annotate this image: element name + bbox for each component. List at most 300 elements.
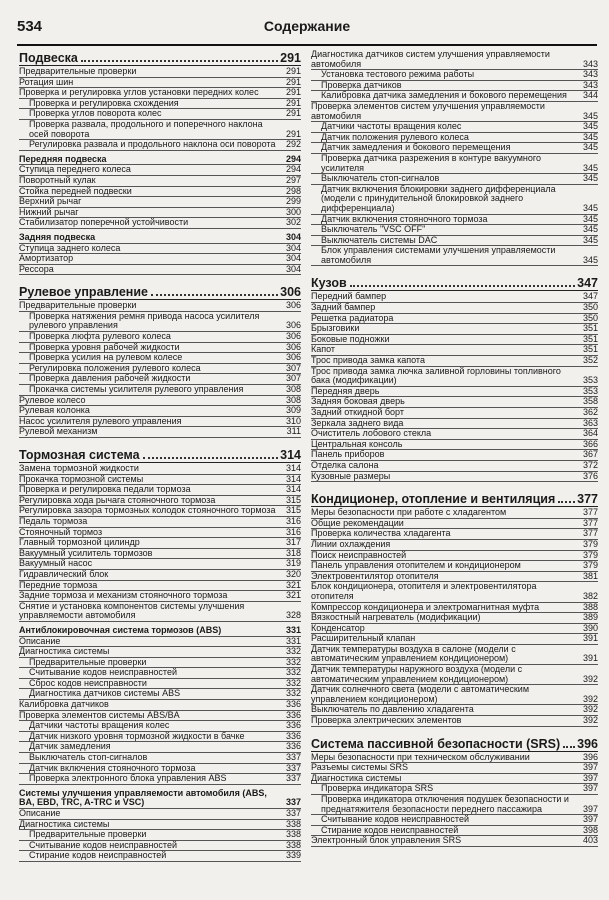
entry-page-number: 353	[582, 385, 598, 396]
entry-page-number: 332	[285, 667, 301, 678]
entry-title: Стабилизатор поперечной устойчивости	[19, 217, 189, 228]
entry-title: Датчик температуры воздуха в салоне (модели с автоматическим управлением кондиционером)	[311, 643, 516, 664]
entry-title: Стирание кодов неисправностей	[29, 850, 167, 861]
entry-title: Проверка люфта рулевого колеса	[29, 331, 171, 342]
entry-title: Предварительные проверки	[19, 300, 137, 311]
entry-page-number: 309	[285, 405, 301, 416]
entry-title: Капот	[311, 344, 336, 355]
entry-title: Боковые подножки	[311, 333, 390, 344]
entry-page-number: 306	[285, 331, 301, 342]
toc-entry[interactable]	[19, 254, 301, 265]
entry-page-number: 291	[285, 108, 301, 119]
dot-leader	[563, 746, 575, 748]
entry-title: Вязкостный нагреватель (модификации)	[311, 612, 481, 623]
entry-page-number: 317	[285, 537, 301, 548]
toc-section-heading[interactable]	[19, 50, 301, 66]
entry-title: Предварительные проверки	[19, 66, 137, 76]
entry-title: Проверка датчиков	[321, 79, 402, 90]
entry-title: Датчик солнечного света (модели с автоматическим управлением кондиционером)	[311, 684, 530, 704]
entry-page-number: 302	[285, 217, 301, 228]
dot-leader	[558, 501, 575, 503]
entry-title: Главный тормозной цилиндр	[19, 537, 140, 548]
entry-page-number: 294	[285, 153, 301, 164]
dot-leader	[350, 285, 576, 287]
section-page-number: 306	[280, 285, 301, 300]
entry-title: Регулировка положения рулевого колеса	[29, 362, 201, 373]
entry-page-number: 397	[582, 814, 598, 825]
entry-page-number: 336	[285, 741, 301, 752]
entry-page-number: 306	[285, 341, 301, 352]
toc-section	[19, 447, 301, 862]
entry-page-number: 392	[582, 704, 598, 715]
toc-section	[19, 50, 301, 275]
toc-section-heading[interactable]	[19, 447, 301, 463]
toc-entry[interactable]	[19, 602, 301, 622]
entry-page-number: 345	[582, 110, 598, 121]
entry-title: Электровентилятор отопителя	[311, 570, 439, 581]
entry-page-number: 337	[285, 752, 301, 763]
toc-entry[interactable]	[19, 312, 301, 332]
toc-entry[interactable]	[19, 851, 301, 862]
entry-title: Нижний рычаг	[19, 206, 79, 217]
entry-title: Панель управления отопителем и кондиционером	[311, 560, 521, 571]
entry-title: Ступица заднего колеса	[19, 242, 121, 253]
entry-page-number: 345	[582, 202, 598, 213]
entry-title: Считывание кодов неисправностей	[29, 667, 177, 678]
entry-page-number: 337	[285, 797, 301, 808]
entry-page-number: 364	[582, 428, 598, 439]
entry-page-number: 389	[582, 612, 598, 623]
entry-title: Задний бампер	[311, 302, 376, 313]
toc-entry[interactable]	[19, 570, 301, 581]
entry-page-number: 352	[582, 355, 598, 366]
section-title: Рулевое управление	[19, 285, 148, 300]
entry-page-number: 338	[285, 839, 301, 850]
entry-page-number: 339	[285, 850, 301, 861]
entry-title: Антиблокировочная система тормозов (ABS)	[19, 624, 222, 635]
entry-title: Выключатель "VSC OFF"	[321, 224, 426, 235]
entry-title: Датчики частоты вращения колес	[29, 720, 170, 731]
entry-page-number: 345	[582, 142, 598, 153]
entry-page-number: 291	[285, 76, 301, 87]
entry-title: Ротация шин	[19, 76, 74, 87]
entry-title: Отделка салона	[311, 459, 379, 470]
entry-title: Проверка количества хладагента	[311, 528, 451, 539]
entry-title: Линии охлаждения	[311, 538, 391, 549]
entry-page-number: 307	[285, 373, 301, 384]
toc-section	[311, 50, 598, 266]
entry-title: Верхний рычаг	[19, 196, 82, 207]
entry-page-number: 377	[582, 517, 598, 528]
toc-left-column	[19, 50, 301, 871]
entry-page-number: 291	[285, 128, 301, 139]
toc-entry[interactable]	[311, 50, 598, 70]
toc-entry[interactable]	[19, 774, 301, 785]
toc-entry[interactable]	[311, 408, 598, 419]
entry-page-number: 337	[285, 762, 301, 773]
entry-title: Проверка развала, продольного и поперечного наклона осей поворота	[29, 118, 263, 139]
dot-leader	[81, 60, 278, 62]
section-page-number: 291	[280, 51, 301, 65]
entry-page-number: 343	[582, 58, 598, 69]
entry-title: Электронный блок управления SRS	[311, 835, 462, 846]
entry-title: Прокачка тормозной системы	[19, 473, 144, 484]
toc-entry[interactable]	[19, 265, 301, 276]
entry-title: Регулировка развала и продольного наклона оси поворота	[29, 139, 276, 150]
dot-leader	[143, 457, 279, 459]
entry-title: Панель приборов	[311, 449, 385, 460]
entry-title: Датчик положения рулевого колеса	[321, 131, 469, 142]
entry-page-number: 381	[582, 570, 598, 581]
entry-title: Задняя подвеска	[19, 231, 96, 242]
entry-title: Насос усилителя рулевого управления	[19, 415, 182, 426]
entry-page-number: 318	[285, 547, 301, 558]
entry-page-number: 390	[582, 622, 598, 633]
toc-entry[interactable]	[19, 120, 301, 140]
entry-page-number: 392	[582, 715, 598, 726]
entry-title: Стойка передней подвески	[19, 185, 132, 196]
section-page-number: 347	[577, 276, 598, 291]
entry-title: Проверка индикатора SRS	[321, 783, 434, 794]
entry-title: Системы улучшения управляемости автомобиля (ABS, BA, EBD, TRC, A-TRC и VSC)	[19, 787, 267, 808]
toc-entry[interactable]	[19, 140, 301, 151]
toc-entry[interactable]	[311, 185, 598, 215]
entry-page-number: 345	[582, 162, 598, 173]
entry-title: Выключатель стоп-сигналов	[29, 752, 148, 763]
entry-page-number: 345	[582, 234, 598, 245]
entry-title: Рулевая колонка	[19, 405, 90, 416]
entry-page-number: 314	[285, 463, 301, 473]
entry-page-number: 332	[285, 677, 301, 688]
entry-page-number: 343	[582, 79, 598, 90]
entry-page-number: 345	[582, 224, 598, 235]
toc-entry[interactable]	[19, 809, 301, 820]
toc-entry[interactable]	[311, 582, 598, 602]
entry-title: Калибровка датчика замедления и бокового перемещения	[321, 90, 567, 101]
section-title: Подвеска	[19, 51, 78, 65]
entry-page-number: 308	[285, 384, 301, 395]
entry-page-number: 398	[582, 824, 598, 835]
entry-page-number: 315	[285, 494, 301, 505]
entry-page-number: 291	[285, 97, 301, 108]
entry-page-number: 396	[582, 751, 598, 762]
entry-title: Регулировка зазора тормозных колодок стояночного тормоза	[19, 505, 276, 516]
entry-title: Проверка и регулировка педали тормоза	[19, 484, 191, 495]
page-title: Содержание	[263, 18, 351, 34]
entry-page-number: 397	[582, 783, 598, 794]
entry-title: Проверка усилия на рулевом колесе	[29, 352, 183, 363]
entry-page-number: 336	[285, 709, 301, 720]
entry-page-number: 392	[582, 673, 598, 684]
entry-title: Разъемы системы SRS	[311, 762, 409, 773]
section-page-number: 377	[577, 492, 598, 507]
entry-page-number: 376	[582, 470, 598, 481]
entry-title: Считывание кодов неисправностей	[321, 814, 469, 825]
entry-page-number: 336	[285, 699, 301, 710]
entry-page-number: 332	[285, 656, 301, 667]
entry-page-number: 316	[285, 515, 301, 526]
entry-title: Ступица переднего колеса	[19, 164, 131, 175]
entry-page-number: 382	[582, 590, 598, 601]
entry-page-number: 347	[582, 291, 598, 302]
entry-title: Проверка электронного блока управления ABS	[29, 773, 227, 784]
toc-entry[interactable]	[311, 836, 598, 847]
entry-page-number: 315	[285, 505, 301, 516]
toc-entry[interactable]	[311, 540, 598, 551]
entry-title: Очиститель лобового стекла	[311, 428, 432, 439]
entry-page-number: 332	[285, 688, 301, 699]
entry-title: Передняя подвеска	[19, 153, 107, 164]
dot-leader	[151, 294, 278, 296]
entry-title: Проверка индикатора отключения подушек безопасности и преднатяжителя безопасности переднего пассажира	[321, 794, 569, 814]
entry-title: Гидравлический блок	[19, 568, 109, 579]
entry-page-number: 391	[582, 653, 598, 664]
page-header	[17, 18, 597, 46]
toc-entry[interactable]	[311, 102, 598, 122]
entry-title: Снятие и установка компонентов системы улучшения управляемости автомобиля	[19, 600, 245, 621]
entry-title: Центральная консоль	[311, 438, 403, 449]
page-number: 534	[17, 18, 43, 35]
toc-entry[interactable]	[311, 154, 598, 174]
toc-section	[311, 491, 598, 726]
section-title: Тормозная система	[19, 448, 140, 462]
entry-page-number: 397	[582, 772, 598, 783]
toc-section	[19, 284, 301, 438]
entry-title: Поворотный кулак	[19, 174, 96, 185]
entry-title: Трос привода замка лючка заливной горловины топливного бака (модификации)	[311, 365, 561, 386]
entry-title: Проверка электрических элементов	[311, 715, 462, 726]
entry-page-number: 397	[582, 803, 598, 814]
toc-entry[interactable]	[19, 427, 301, 438]
entry-title: Прокачка системы усилителя рулевого управления	[29, 384, 244, 395]
entry-page-number: 372	[582, 459, 598, 470]
entry-title: Зеркала заднего вида	[311, 417, 404, 428]
entry-page-number: 304	[285, 231, 301, 242]
entry-title: Описание	[19, 635, 61, 646]
entry-page-number: 310	[285, 415, 301, 426]
entry-title: Блок кондиционера, отопителя и электровентилятора отопителя	[311, 581, 537, 601]
entry-page-number: 345	[582, 121, 598, 132]
entry-page-number: 297	[285, 174, 301, 185]
entry-page-number: 338	[285, 818, 301, 829]
entry-title: Стояночный тормоз	[19, 526, 103, 537]
toc-entry[interactable]	[311, 472, 598, 483]
toc-entry[interactable]	[311, 246, 598, 266]
entry-page-number: 331	[285, 635, 301, 646]
toc-section-heading[interactable]	[311, 275, 598, 291]
entry-page-number: 392	[582, 693, 598, 704]
toc-entry[interactable]	[311, 716, 598, 727]
toc-entry[interactable]	[19, 176, 301, 187]
entry-page-number: 345	[582, 173, 598, 184]
entry-page-number: 291	[285, 87, 301, 98]
toc-entry[interactable]	[19, 67, 301, 78]
entry-title: Выключатель стоп-сигналов	[321, 173, 440, 184]
entry-page-number: 358	[582, 396, 598, 407]
entry-page-number: 292	[285, 139, 301, 150]
entry-page-number: 403	[582, 835, 598, 846]
entry-title: Задний откидной борт	[311, 407, 404, 417]
toc-section	[311, 736, 598, 847]
entry-title: Меры безопасности при работе с хладагентом	[311, 507, 507, 518]
entry-page-number: 345	[582, 254, 598, 265]
entry-page-number: 388	[582, 601, 598, 612]
entry-page-number: 306	[285, 352, 301, 363]
entry-title: Передний бампер	[311, 291, 387, 302]
entry-page-number: 321	[285, 590, 301, 601]
entry-page-number: 298	[285, 185, 301, 196]
entry-page-number: 343	[582, 69, 598, 80]
entry-page-number: 379	[582, 560, 598, 571]
entry-page-number: 306	[285, 300, 301, 311]
entry-title: Выключатель системы DAC	[321, 234, 438, 245]
entry-title: Датчик включения стояночного тормоза	[321, 213, 488, 224]
toc-right-column	[311, 50, 598, 856]
entry-page-number: 379	[582, 538, 598, 549]
entry-page-number: 316	[285, 526, 301, 537]
entry-page-number: 337	[285, 773, 301, 784]
entry-title: Рулевое колесо	[19, 394, 86, 405]
entry-title: Передние тормоза	[19, 579, 98, 590]
toc-subsection-heading[interactable]	[19, 233, 301, 244]
entry-title: Проверка элементов систем улучшения управляемости автомобиля	[311, 100, 545, 121]
toc-section-heading[interactable]	[311, 491, 598, 507]
section-title: Кондиционер, отопление и вентиляция	[311, 492, 556, 507]
entry-title: Амортизатор	[19, 253, 74, 264]
entry-page-number: 397	[582, 762, 598, 773]
entry-page-number: 304	[285, 263, 301, 274]
toc-entry[interactable]	[311, 335, 598, 346]
entry-title: Проверка датчика разрежения в контуре вакуумного усилителя	[321, 152, 541, 173]
entry-page-number: 353	[582, 375, 598, 386]
toc-entry[interactable]	[19, 464, 301, 475]
entry-title: Кузовные размеры	[311, 470, 391, 481]
entry-title: Датчик температуры наружного воздуха (модели с автоматическим управлением кондиционером)	[311, 664, 523, 684]
toc-entry[interactable]	[311, 645, 598, 665]
entry-title: Проверка натяжения ремня привода насоса усилителя рулевого управления	[29, 310, 260, 331]
entry-page-number: 344	[582, 90, 598, 101]
entry-page-number: 314	[285, 484, 301, 495]
entry-title: Диагностика системы	[19, 818, 110, 829]
entry-title: Задние тормоза и механизм стояночного тормоза	[19, 590, 228, 601]
entry-title: Расширительный клапан	[311, 633, 416, 644]
entry-title: Вакуумный усилитель тормозов	[19, 547, 153, 558]
section-page-number: 396	[577, 736, 598, 751]
toc-entry[interactable]	[311, 461, 598, 472]
entry-title: Проверка уровня рабочей жидкости	[29, 341, 180, 352]
toc-entry[interactable]	[311, 795, 598, 815]
entry-title: Предварительные проверки	[29, 656, 147, 667]
entry-page-number: 319	[285, 558, 301, 569]
entry-page-number: 304	[285, 242, 301, 253]
entry-title: Передняя дверь	[311, 385, 380, 396]
entry-title: Рессора	[19, 263, 54, 274]
entry-title: Датчик низкого уровня тормозной жидкости в бачке	[29, 730, 245, 741]
entry-page-number: 331	[285, 624, 301, 635]
entry-title: Блок управления системами улучшения управляемости автомобиля	[321, 245, 556, 265]
entry-title: Установка тестового режима работы	[321, 69, 475, 80]
entry-page-number: 345	[582, 213, 598, 224]
entry-title: Вакуумный насос	[19, 558, 93, 569]
entry-title: Датчик замедления и бокового перемещения	[321, 142, 511, 153]
entry-page-number: 337	[285, 808, 301, 818]
entry-page-number: 336	[285, 720, 301, 731]
toc-section	[311, 275, 598, 482]
entry-title: Общие рекомендации	[311, 517, 404, 528]
entry-page-number: 351	[582, 333, 598, 344]
toc-subsection-heading[interactable]	[19, 626, 301, 637]
entry-page-number: 332	[285, 646, 301, 657]
entry-page-number: 314	[285, 473, 301, 484]
entry-page-number: 362	[582, 407, 598, 417]
entry-page-number: 391	[582, 633, 598, 644]
entry-title: Датчик замедления	[29, 741, 111, 752]
entry-page-number: 291	[285, 66, 301, 76]
entry-page-number: 351	[582, 344, 598, 355]
entry-title: Диагностика системы	[311, 772, 402, 783]
toc-section-heading[interactable]	[19, 284, 301, 300]
entry-title: Проверка и регулировка углов установки передних колес	[19, 87, 259, 98]
entry-title: Решетка радиатора	[311, 312, 394, 323]
entry-title: Рулевой механизм	[19, 426, 98, 437]
entry-page-number: 345	[582, 131, 598, 142]
entry-page-number: 311	[286, 426, 301, 437]
entry-title: Стирание кодов неисправностей	[321, 824, 459, 835]
entry-title: Поиск неисправностей	[311, 549, 407, 560]
toc-entry[interactable]	[19, 218, 301, 229]
entry-page-number: 351	[582, 323, 598, 334]
toc-subsection-heading[interactable]	[19, 789, 301, 809]
entry-title: Задняя боковая дверь	[311, 396, 405, 407]
entry-title: Компрессор кондиционера и электромагнитная муфта	[311, 601, 540, 612]
entry-title: Датчик включения стояночного тормоза	[29, 762, 196, 773]
entry-title: Диагностика системы	[19, 646, 110, 657]
entry-title: Описание	[19, 808, 61, 818]
toc-entry[interactable]	[19, 517, 301, 528]
entry-page-number: 338	[285, 829, 301, 840]
toc-section-heading[interactable]	[311, 736, 598, 752]
entry-page-number: 294	[285, 164, 301, 175]
entry-title: Калибровка датчиков	[19, 699, 109, 710]
entry-page-number: 379	[582, 549, 598, 560]
entry-page-number: 308	[285, 394, 301, 405]
entry-title: Трос привода замка капота	[311, 355, 425, 366]
entry-page-number: 304	[285, 253, 301, 264]
entry-page-number: 363	[582, 417, 598, 428]
toc-entry[interactable]	[311, 685, 598, 705]
entry-page-number: 350	[582, 312, 598, 323]
section-page-number: 314	[280, 448, 301, 462]
entry-page-number: 366	[582, 438, 598, 449]
entry-title: Диагностика датчиков систем улучшения управляемости автомобиля	[311, 50, 550, 69]
entry-title: Проверка и регулировка схождения	[29, 97, 179, 108]
entry-title: Конденсатор	[311, 622, 365, 633]
entry-page-number: 377	[582, 507, 598, 518]
entry-page-number: 299	[285, 196, 301, 207]
toc-entry[interactable]	[311, 665, 598, 685]
entry-title: Педаль тормоза	[19, 515, 88, 526]
entry-title: Меры безопасности при техническом обслуживании	[311, 751, 530, 762]
entry-page-number: 350	[582, 302, 598, 313]
entry-title: Предварительные проверки	[29, 829, 147, 840]
entry-page-number: 336	[285, 730, 301, 741]
toc-entry[interactable]	[311, 367, 598, 387]
entry-page-number: 377	[582, 528, 598, 539]
entry-page-number: 320	[285, 568, 301, 579]
entry-page-number: 307	[285, 362, 301, 373]
entry-title: Выключатель по давлению хладагента	[311, 704, 474, 715]
entry-title: Диагностика датчиков системы ABS	[29, 688, 181, 699]
